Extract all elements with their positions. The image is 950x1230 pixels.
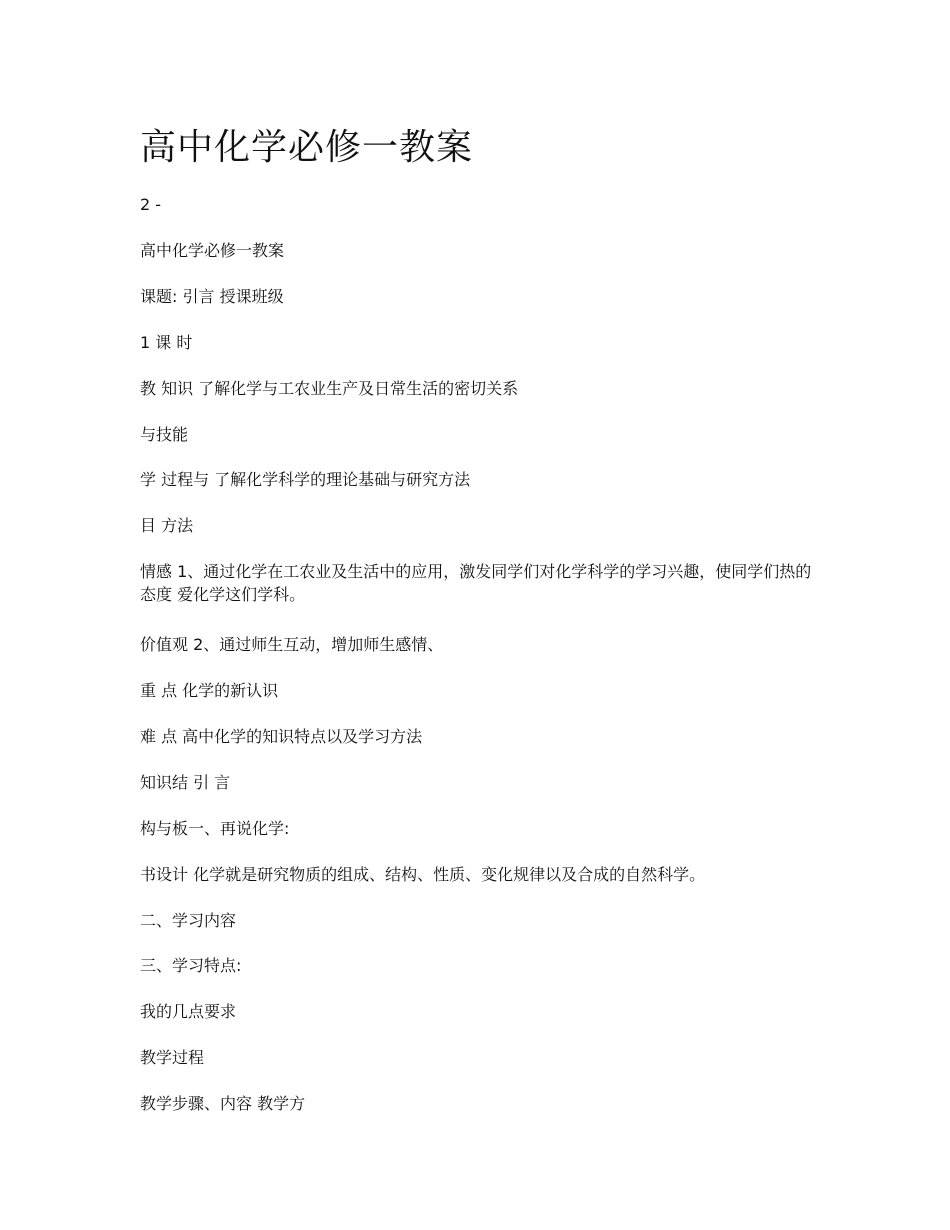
features-line: 三、学习特点: <box>140 956 242 975</box>
board-line: 构与板一、再说化学: <box>140 819 290 838</box>
definition-line: 书设计 化学就是研究物质的组成、结构、性质、变化规律以及合成的自然科学。 <box>140 865 706 884</box>
topic-line: 课题: 引言 授课班级 <box>140 287 284 306</box>
content-line: 二、学习内容 <box>140 911 237 930</box>
subtitle-line: 高中化学必修一教案 <box>140 241 285 260</box>
structure-line: 知识结 引 言 <box>140 773 231 792</box>
difficulty-line: 难 点 高中化学的知识特点以及学习方法 <box>140 727 423 746</box>
process-goal-line: 学 过程与 了解化学科学的理论基础与研究方法 <box>140 470 471 489</box>
values-line: 价值观 2、通过师生互动，增加师生感情、 <box>140 635 444 654</box>
process-line: 教学过程 <box>140 1048 205 1067</box>
key-point-line: 重 点 化学的新认识 <box>140 681 279 700</box>
requirements-line: 我的几点要求 <box>140 1002 237 1021</box>
skills-line: 与技能 <box>140 425 189 444</box>
page-number-line: 2 - <box>140 195 162 214</box>
emotion-goal-line: 情感 1、通过化学在工农业及生活中的应用，激发同学们对化学科学的学习兴趣，使同学们热的 态度 爱化学这们学科。 <box>140 562 812 604</box>
document-title: 高中化学必修一教案 <box>140 127 474 168</box>
knowledge-goal-line: 教 知识 了解化学与工农业生产及日常生活的密切关系 <box>140 379 519 398</box>
class-hours-line: 1 课 时 <box>140 333 193 352</box>
steps-line: 教学步骤、内容 教学方 <box>140 1094 306 1113</box>
method-line: 目 方法 <box>140 516 194 535</box>
